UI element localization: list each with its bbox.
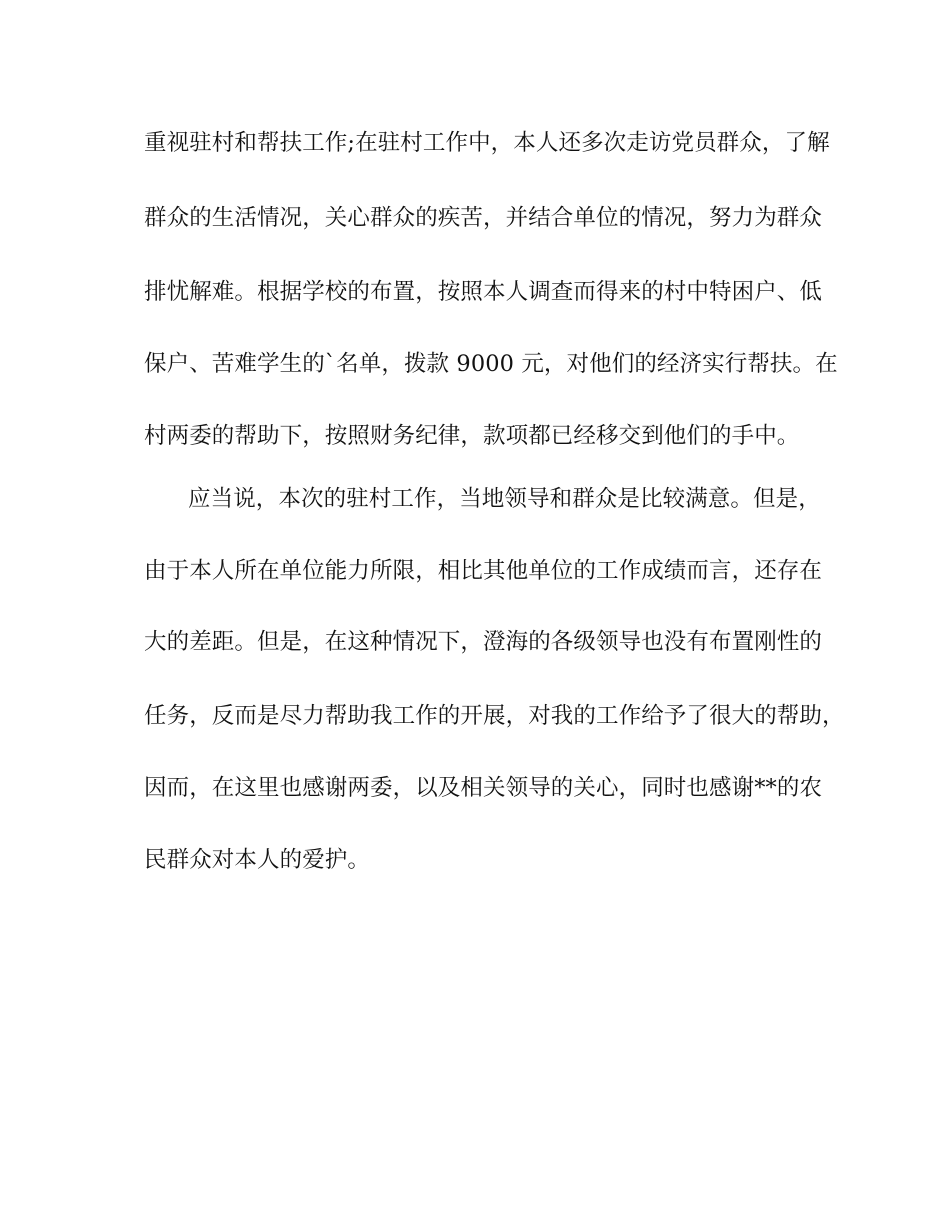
paragraph-1-line-3: 排忧解难。根据学校的布置，按照本人调查而得来的村中特困户、低 [144, 279, 823, 305]
paragraph-2-line-5: 因而，在这里也感谢两委，以及相关领导的关心，同时也感谢**的农 [144, 775, 823, 801]
paragraph-2-line-1: 应当说，本次的驻村工作，当地领导和群众是比较满意。但是， [188, 486, 821, 512]
paragraph-1-line-5: 村两委的帮助下，按照财务纪律，款项都已经移交到他们的手中。 [144, 423, 800, 449]
paragraph-2-line-3: 大的差距。但是，在这种情况下，澄海的各级领导也没有布置刚性的 [144, 629, 823, 655]
paragraph-2-line-4: 任务，反而是尽力帮助我工作的开展，对我的工作给予了很大的帮助， [144, 703, 845, 729]
paragraph-2-line-6: 民群众对本人的爱护。 [144, 847, 371, 873]
paragraph-1-line-4: 保户、苦难学生的`名单，拨款 9000 元，对他们的经济实行帮扶。在 [144, 351, 838, 377]
paragraph-1-line-2: 群众的生活情况，关心群众的疾苦，并结合单位的情况，努力为群众 [144, 205, 823, 231]
paragraph-1-line-1: 重视驻村和帮扶工作;在驻村工作中，本人还多次走访党员群众，了解 [144, 130, 830, 156]
paragraph-2-line-2: 由于本人所在单位能力所限，相比其他单位的工作成绩而言，还存在 [144, 558, 823, 584]
